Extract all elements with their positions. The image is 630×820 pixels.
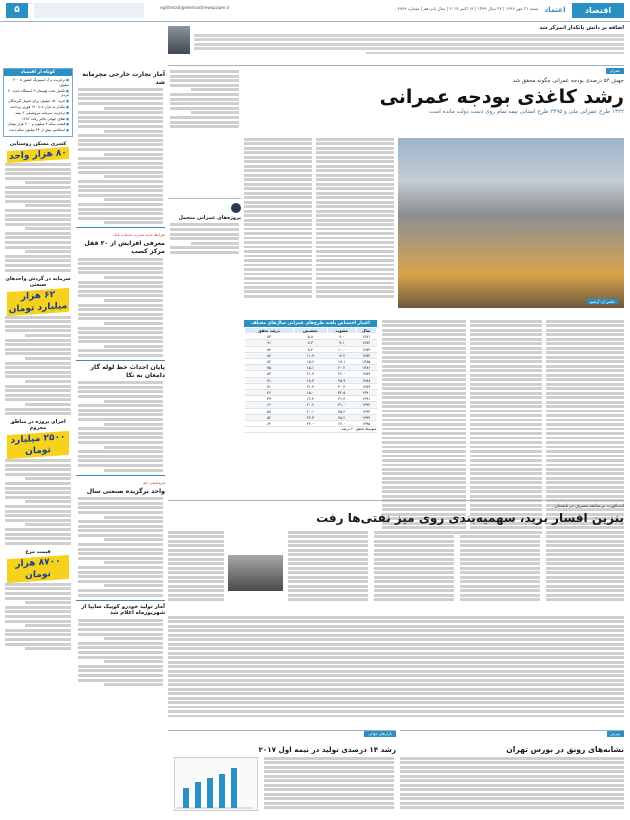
cell-year: ۱۳۸۹ [356,383,376,389]
kicker: پتروشیمی جم [143,479,165,485]
cell-percent: ۷۵ [245,365,294,371]
cell-percent: ۵۷ [245,408,294,414]
cell-allocated: ۱۲.۴ [293,396,327,402]
cell-approved: ۶۶.۰ [327,421,356,427]
global-markets-article [168,730,396,816]
photo-caption: عکس از: آرشیو [587,299,618,304]
kicker: شرایط جدید مدیرت خدمات بانک [113,232,165,238]
stat-block [3,549,73,650]
cell-allocated: ۱۱.۹ [293,352,327,358]
stat-block [3,419,73,545]
cell-year: ۱۳۸۸ [356,377,376,383]
article2-kicker: ابت‌کورت بی‌سابقه مصرف در تابستان [554,504,624,509]
article2-headline[interactable]: بنزین افسار برید، سهمیه‌بندی روی میز نفتی‌ها رفت [316,510,624,525]
article-text-column [244,138,312,299]
chart-bar [195,782,201,808]
quote-icon [231,203,241,213]
pull-quote [168,198,241,254]
cell-year: ۱۳۹۴ [356,414,376,420]
main-photo [398,138,624,308]
cell-year: ۱۳۹۵ [356,421,376,427]
col-header-percent: درصد تحقق [245,328,294,334]
table-caption: اعتبار اختصاص یافته طرح‌های عمرانی سال‌های مختلف [244,320,377,327]
bourse-article [400,730,624,816]
cell-allocated: ۲۰.۶ [293,402,327,408]
newspaper-logo: اعتماد [544,6,566,14]
news-briefs-list [4,76,72,136]
col-header-year: سال [356,328,376,334]
cell-percent: ۸۴ [245,352,294,358]
cell-approved: ۳۵.۴ [327,408,356,414]
stat-value: ۲۵۰۰ میلیارد تومان [7,431,69,459]
cell-year: ۱۳۸۳ [356,346,376,352]
article3-headline[interactable]: نشانه‌های رونق در بورس تهران [506,745,624,754]
headline[interactable]: واحد برگزیده صنعتی سال [86,487,165,495]
cell-approved: ۲۰.۲ [327,365,356,371]
cell-percent: ۶۴ [245,421,294,427]
cell-approved: ۹.۱ [327,340,356,346]
chart-bar [219,774,225,808]
main-kicker: جهش ۵۴ درصدی بودجه عمرانی چگونه محقق شد [512,78,624,84]
stat-block [3,276,73,415]
briefs-column [76,68,165,816]
quote-column [168,68,241,228]
cell-allocated: ۸.۴ [293,346,327,352]
cell-year: ۱۳۹۰ [356,390,376,396]
main-headline[interactable]: رشد کاغذی بودجه عمرانی [379,86,624,108]
list-item: ■ اسکناس بیش از ۴۴ میلیون سکه دیده [7,128,69,133]
list-item: ■ ترانزیت ترک اسیپزیگ کشور تا ۳۰۰ میلیون [7,78,69,88]
cell-allocated: ۱۵.۶ [293,359,327,365]
article4-headline[interactable]: رشد ۱۴ درصدی تولید در نیمه اول ۲۰۱۷ [258,745,396,754]
quote-title: پروژه‌های عمرانی متحمل [178,215,241,222]
cell-year: ۱۳۹۳ [356,408,376,414]
list-item: ■ طلای جهانی بالاتر رفت ۱۲۸۶ [7,117,69,122]
col-header-allocated: تخصیص [293,328,327,334]
columnist-title: اضافه بر دانش بانکدار اتمرکز شد [539,25,624,31]
stat-title: سرمایه در گردش واحدهای صنعتی [5,275,71,288]
stat-title: اجرای پروژه در مناطق محروم [10,419,66,432]
cell-allocated: ۵.۸ [293,334,327,340]
budget-table [244,320,377,433]
cell-approved: ۳۰.۴ [327,383,356,389]
cell-approved: ۲۶.۰ [327,371,356,377]
cell-approved: ۳۲.۵ [327,390,356,396]
cell-percent: ۴۶ [245,390,294,396]
article-text-column [316,138,394,299]
cell-allocated: ۴۲.۰ [293,421,327,427]
section-label: اقتصاد [572,3,624,18]
cell-approved: ۱۹.۱ [327,359,356,365]
cell-percent: ۷۱ [245,383,294,389]
cell-allocated: ۸.۳ [293,340,327,346]
cell-allocated: ۱۵.۱ [293,365,327,371]
gasoline-article [168,500,624,610]
chart-svg [173,758,257,812]
cell-approved: ۱۰.۰ [327,346,356,352]
list-item: ■ ترانزیت سرمایه پتروشیمی ۳ بیمه [7,111,69,116]
cell-year: ۱۳۸۷ [356,371,376,377]
cell-percent: ۹۱ [245,340,294,346]
section-email[interactable]: eghtesad@etemadnewspaper.ir [160,6,230,11]
header-band [34,3,144,18]
cell-allocated: ۱۸.۳ [293,377,327,383]
section-tag: بورس [607,731,625,737]
section-tag: بازارهای جهانی [364,731,396,737]
cell-approved: ۷.۰ [327,334,356,340]
cell-year: ۱۳۹۱ [356,396,376,402]
cell-percent: ۷۱ [245,377,294,383]
left-sidebar [3,68,73,816]
cell-percent: ۸۴ [245,346,294,352]
news-briefs-title: کوتاه از اقتصاد [4,69,72,76]
stat-title: کسری مسکن روستایی [9,140,67,147]
cell-allocated: ۲۱.۷ [293,371,327,377]
columnist-body [194,34,624,56]
news-briefs-box [3,68,73,137]
section-tag: عمران [606,68,624,74]
cell-approved: ۳۱.۰ [327,402,356,408]
cell-allocated: ۲۱.۷ [293,383,327,389]
cell-allocated: ۱۵.۰ [293,390,327,396]
list-item: ■ تکمیل تخت لهستان ۴ ایستگاه جدید ۲۰ مردم [7,89,69,99]
headline[interactable]: پایان احداث خط لوله گاز دامغان به نکا [90,364,165,379]
cell-allocated: ۲۳.۳ [293,414,327,420]
stat-block [3,141,73,272]
list-item: ■ خرید ۱۵۰ میلیون برای تحویل گیرندگان [7,99,69,104]
cell-percent: ۸۲ [245,359,294,365]
list-item: ■ بنکدار به بازار ۸ تا ۱۴۰ فوری پرداخت [7,105,69,110]
production-chart [174,757,258,811]
list-item: ■ قیمت سکه ۴ میلیون و ۲۰۰ هزار تومان [7,122,69,127]
cell-approved: ۴۵.۲ [327,414,356,420]
cell-percent: ۵۲ [245,414,294,420]
headline[interactable]: معرفی افزایش از ۲۰ قفل مرکز کسب [84,240,165,255]
cell-approved: ۲۵.۹ [327,377,356,383]
stat-value: ۶۲ هزار میلیارد تومان [8,289,68,315]
page-number: ۵ [6,3,28,18]
chart-bar [183,788,189,808]
columnist-photo [168,26,190,54]
issue-info: شنبه ۲۱ مهر ۱۳۹۶ | ۲۷ سال ۱۴۳۹ | ۱۳ اکتبر ۲۰۱۷ | سال پانزدهم | شماره ۳۹۶۹ [397,6,538,11]
cell-approved: ۳۱.۴ [327,396,356,402]
cell-year: ۱۳۸۵ [356,359,376,365]
columnist-section [168,22,624,66]
cell-year: ۱۳۸۴ [356,352,376,358]
article2-continued [168,616,624,719]
cell-year: ۱۳۸۶ [356,365,376,371]
cell-year: ۱۳۸۲ [356,340,376,346]
cell-percent: ۸۳ [245,334,294,340]
article2-photo [228,555,283,591]
headline[interactable]: آمار تجارت خارجی مجرمانه شد [82,71,165,86]
cell-allocated: ۲۰.۱ [293,408,327,414]
cell-percent: ۳۹ [245,396,294,402]
cell-year: ۱۳۹۲ [356,402,376,408]
headline[interactable]: آمار تولید خودرو کوپیک سایپا از شهریورماه اعلام شد [81,603,165,617]
cell-year: ۱۳۸۱ [356,334,376,340]
page-header [0,0,630,22]
stat-value: ۸۷۰۰ هزار تومان [7,555,69,583]
table-footer: متوسط تحقق ۶۰ درصد [245,427,377,433]
cell-approved: ۱۴.۲ [327,352,356,358]
cell-percent: ۸۳ [245,371,294,377]
main-subtitle: ۱۴۲۲ طرح عمرانی ملی و ۲۴۹۵ طرح استانی نیمه تمام روی دست دولت مانده است [429,109,624,115]
cell-percent: ۶۶ [245,402,294,408]
stat-title: قیمت مرغ [25,548,51,555]
col-header-approved: مصوب [327,328,356,334]
chart-bar [231,768,237,808]
stat-value: ۸۰ هزار واحد [7,147,69,163]
chart-bar [207,778,213,808]
